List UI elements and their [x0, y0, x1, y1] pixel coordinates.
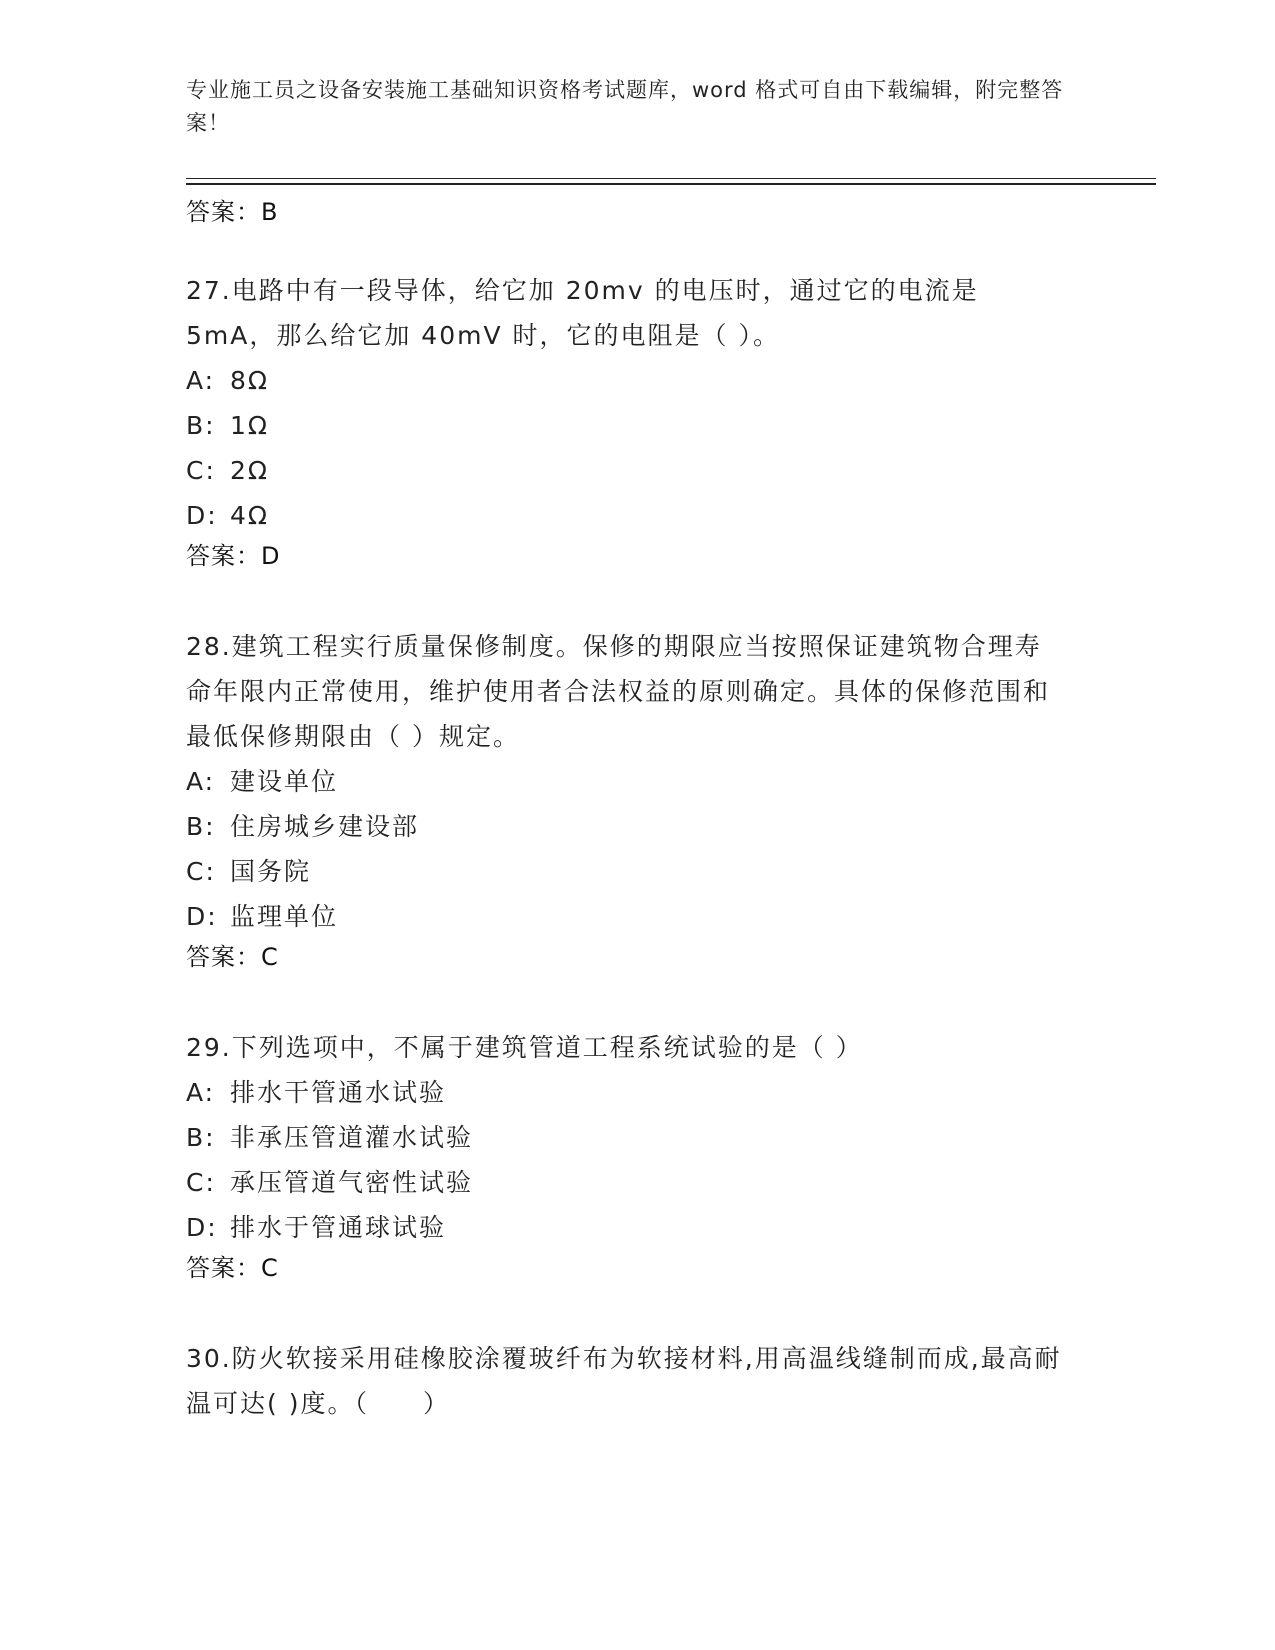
option-text: 2Ω	[230, 456, 270, 485]
option-key: A:	[186, 366, 216, 395]
option-key: A:	[186, 767, 216, 796]
option-key: C:	[186, 456, 216, 485]
option-b	[186, 1115, 1086, 1160]
option-key: C:	[186, 857, 216, 886]
option-key: D:	[186, 902, 218, 931]
header-divider	[186, 178, 1156, 179]
option-d	[186, 1205, 1086, 1250]
option-b	[186, 403, 1086, 448]
question-list	[186, 194, 1086, 1426]
option-a	[186, 358, 1086, 403]
option-key: A:	[186, 1078, 216, 1107]
option-text: 4Ω	[230, 501, 270, 530]
option-text: 承压管道气密性试验	[230, 1168, 474, 1197]
question-27	[186, 268, 1086, 584]
header-title: 专业施工员之设备安装施工基础知识资格考试题库，word 格式可自由下载编辑，附完整答案！	[186, 78, 1064, 135]
option-key: D:	[186, 1213, 218, 1242]
option-text: 8Ω	[230, 366, 270, 395]
option-text: 建设单位	[230, 767, 339, 796]
option-b	[186, 804, 1086, 849]
option-a	[186, 759, 1086, 804]
option-c	[186, 448, 1086, 493]
question-30	[186, 1336, 1086, 1426]
option-text: 排水干管通水试验	[230, 1078, 447, 1107]
page-header	[186, 74, 1066, 140]
option-d	[186, 894, 1086, 939]
option-key: B:	[186, 812, 216, 841]
answer-line: 答案：D	[186, 542, 281, 570]
option-key: D:	[186, 501, 218, 530]
answer-line: 答案：C	[186, 943, 279, 971]
question-28	[186, 624, 1086, 985]
option-text: 排水于管通球试验	[230, 1213, 447, 1242]
answer-line: 答案：C	[186, 1254, 279, 1282]
option-key: B:	[186, 1123, 216, 1152]
answer-line: 答案：B	[186, 198, 279, 226]
option-c	[186, 849, 1086, 894]
option-text: 非承压管道灌水试验	[230, 1123, 474, 1152]
option-c	[186, 1160, 1086, 1205]
option-text: 1Ω	[230, 411, 270, 440]
option-a	[186, 1070, 1086, 1115]
question-text: 27.电路中有一段导体，给它加 20mv 的电压时，通过它的电流是 5mA，那么给它加 40mV 时，它的电阻是（ ）。	[186, 276, 979, 350]
question-text: 29.下列选项中，不属于建筑管道工程系统试验的是（ ）	[186, 1033, 863, 1062]
option-text: 住房城乡建设部	[230, 812, 420, 841]
option-d	[186, 493, 1086, 538]
option-text: 国务院	[230, 857, 312, 886]
option-key: B:	[186, 411, 216, 440]
question-29	[186, 1025, 1086, 1296]
option-key: C:	[186, 1168, 216, 1197]
header-divider-thick	[186, 183, 1156, 185]
option-text: 监理单位	[230, 902, 339, 931]
question-text: 28.建筑工程实行质量保修制度。保修的期限应当按照保证建筑物合理寿命年限内正常使用，维护使用者合法权益的原则确定。具体的保修范围和最低保修期限由（ ）规定。	[186, 632, 1051, 751]
question-text: 30.防火软接采用硅橡胶涂覆玻纤布为软接材料,用高温线缝制而成,最高耐温可达( )度。（ ）	[186, 1344, 1062, 1418]
